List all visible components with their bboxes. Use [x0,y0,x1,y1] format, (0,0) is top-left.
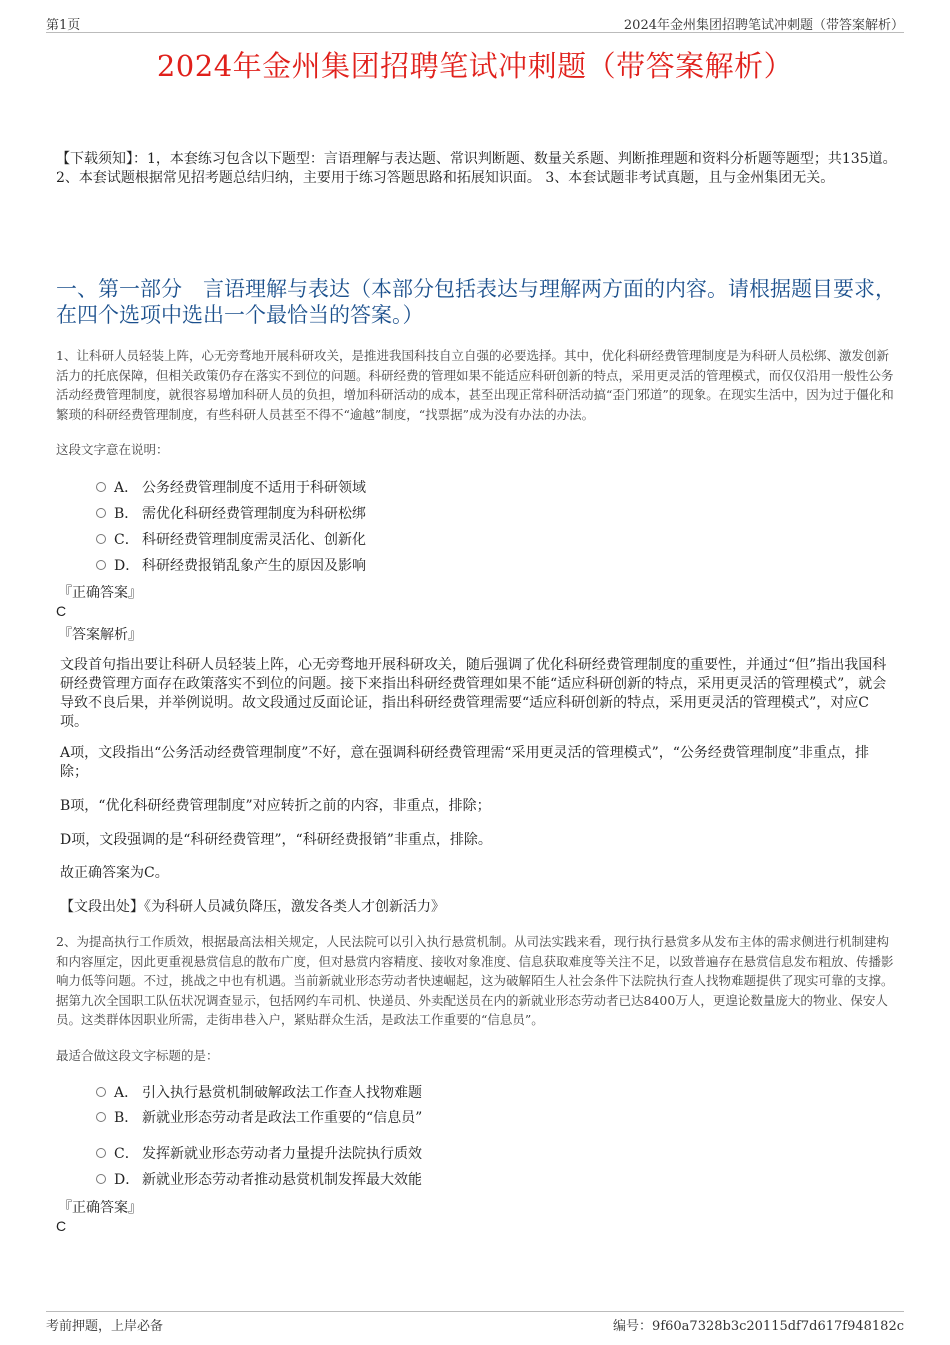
analysis-paragraph: 文段首句指出要让科研人员轻装上阵，心无旁骛地开展科研攻关，随后强调了优化科研经费管理制度的重要性，并通过“但”指出我国科研经费管理方面存在政策落实不到位的问题。接下来指出科研经费管理如果不能“适应科研创新的特点，采用更灵活的管理模式”，就会导致不良后果，并举例说明。故文段通过反面论证，指出科研经费管理需要“适应科研创新的特点，采用更灵活的管理模式”，对应C项。 [60,657,887,730]
radio-icon[interactable] [96,508,106,518]
analysis-paragraph: D项，文段强调的是“科研经费管理”，“科研经费报销”非重点，排除。 [60,832,492,848]
correct-answer: C [56,1218,67,1234]
radio-icon[interactable] [96,560,106,570]
correct-answer-label: 『正确答案』 [58,1200,142,1216]
footer-serial: 编号：9f60a7328b3c20115df7d617f948182c [613,1319,904,1334]
question-1-stem: 1、让科研人员轻装上阵，心无旁骛地开展科研攻关，是推进我国科技自立自强的必要选择。其中，优化科研经费管理制度是为科研人员松绑、激发创新活力的托底保障，但相关政策仍存在落实不到位的问题。科研经费的管理如果不能适应科研创新的特点，采用更灵活的管理模式，而仅仅沿用一般性公务活动经费管理制度，就很容易增加科研人员的负担，增加科研活动的成本，甚至出现正常科研活动搞“歪门邪道”的现象。在现实生活中，因为过于僵化和繁琐的科研经费管理制度，有些科研人员甚至不得不“逾越”制度，“找票据”成为没有办法的办法。 [56,348,894,422]
correct-answer-label: 『正确答案』 [58,585,142,601]
page-header [46,12,904,33]
option-d[interactable]: D． 新就业形态劳动者推动悬赏机制发挥最大效能 [96,1169,422,1189]
option-a[interactable]: A． 引入执行悬赏机制破解政法工作查人找物难题 [96,1082,422,1102]
analysis-paragraph: A项，文段指出“公务活动经费管理制度”不好，意在强调科研经费管理需“采用更灵活的管理模式”，“公务经费管理制度”非重点，排除； [60,745,870,780]
text-source: 【文段出处】《为科研人员减负降压，激发各类人才创新活力》 [60,899,445,915]
analysis-paragraph: B项，“优化科研经费管理制度”对应转折之前的内容，非重点，排除； [60,798,491,814]
page-footer [46,1311,904,1334]
option-text: 公务经费管理制度不适用于科研领域 [142,480,366,496]
option-text: 科研经费管理制度需灵活化、创新化 [142,532,366,548]
question-1-prompt: 这段文字意在说明： [56,442,169,457]
option-text: 发挥新就业形态劳动者力量提升法院执行质效 [142,1146,422,1162]
download-notice: 【下载须知】：1，本套练习包含以下题型：言语理解与表达题、常识判断题、数量关系题、判断推理题和资料分析题等题型；共135道。 2、本套试题根据常见招考题总结归纳，主要用于练习答题思路和拓展知识面。 3、本套试题非考试真题，且与金州集团无关。 [56,151,897,186]
radio-icon[interactable] [96,1174,106,1184]
option-c[interactable]: C． 发挥新就业形态劳动者力量提升法院执行质效 [96,1143,422,1163]
option-text: 新就业形态劳动者推动悬赏机制发挥最大效能 [142,1172,422,1188]
radio-icon[interactable] [96,1148,106,1158]
footer-slogan: 考前押题，上岸必备 [46,1319,164,1334]
page-title: 2024年金州集团招聘笔试冲刺题（带答案解析） [156,49,794,83]
option-text: 需优化科研经费管理制度为科研松绑 [142,506,366,522]
analysis-label: 『答案解析』 [58,627,142,643]
option-text: 引入执行悬赏机制破解政法工作查人找物难题 [142,1085,422,1101]
correct-answer: C [56,603,67,619]
option-b[interactable]: B． 需优化科研经费管理制度为科研松绑 [96,503,366,523]
page-number: 第1页 [46,18,81,33]
analysis-paragraph: 故正确答案为C。 [60,865,169,881]
option-c[interactable]: C． 科研经费管理制度需灵活化、创新化 [96,529,366,549]
radio-icon[interactable] [96,1087,106,1097]
question-2-stem: 2、为提高执行工作质效，根据最高法相关规定，人民法院可以引入执行悬赏机制。从司法实践来看，现行执行悬赏多从发布主体的需求侧进行机制建构和内容厘定，因此更重视悬赏信息的散布广度，但对悬赏内容精度、接收对象准度、信息获取难度等关注不足，以致普遍存在悬赏信息发布粗放、传播影响力低等问题。不过，挑战之中也有机遇。当前新就业形态劳动者快速崛起，这为破解陌生人社会条件下法院执行查人找物难题提供了现实可靠的支撑。据第九次全国职工队伍状况调查显示，包括网约车司机、快递员、外卖配送员在内的新就业形态劳动者已达8400万人，更遑论数量庞大的物业、保安人员。这类群体因职业所需，走街串巷入户，紧贴群众生活，是政法工作重要的“信息员”。 [56,934,894,1027]
radio-icon[interactable] [96,534,106,544]
option-text: 新就业形态劳动者是政法工作重要的“信息员” [142,1110,423,1126]
header-doc-title: 2024年金州集团招聘笔试冲刺题（带答案解析） [623,18,904,33]
section-heading: 一、第一部分 言语理解与表达（本部分包括表达与理解两方面的内容。请根据题目要求，在四个选项中选出一个最恰当的答案。） [56,277,896,327]
option-b[interactable]: B． 新就业形态劳动者是政法工作重要的“信息员” [96,1107,422,1127]
radio-icon[interactable] [96,1112,106,1122]
question-2-prompt: 最适合做这段文字标题的是： [56,1048,219,1063]
option-d[interactable]: D． 科研经费报销乱象产生的原因及影响 [96,555,366,575]
option-a[interactable]: A． 公务经费管理制度不适用于科研领域 [96,477,366,497]
option-text: 科研经费报销乱象产生的原因及影响 [142,558,366,574]
radio-icon[interactable] [96,482,106,492]
